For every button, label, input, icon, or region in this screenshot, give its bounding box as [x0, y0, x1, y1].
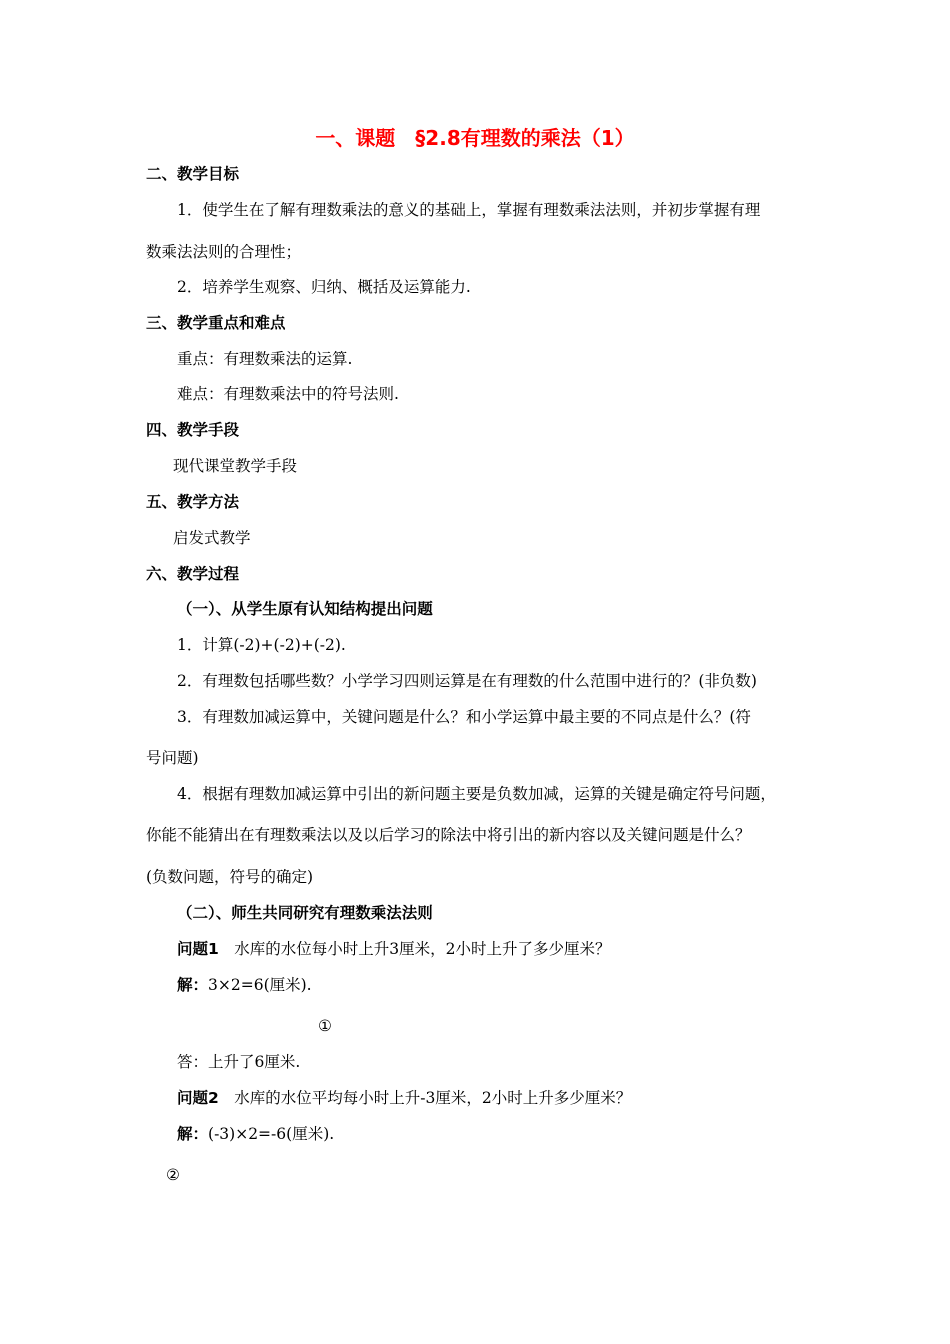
- question-4-line-1: 4．根据有理数加减运算中引出的新问题主要是负数加减，运算的关键是确定符号问题，: [177, 785, 776, 803]
- problem-2: [177, 1087, 631, 1109]
- problem-1-text: 水库的水位每小时上升3厘米，2小时上升了多少厘米？: [218, 940, 611, 958]
- goal-1-line-2: 数乘法法则的合理性；: [146, 243, 302, 261]
- question-3-line-1: 3．有理数加减运算中，关键问题是什么？和小学运算中最主要的不同点是什么？(符: [177, 708, 751, 726]
- problem-2-text: 水库的水位平均每小时上升-3厘米，2小时上升多少厘米？: [218, 1089, 632, 1107]
- heading-teaching-goals: 二、教学目标: [146, 165, 240, 183]
- subheading-1: （一）、从学生原有认知结构提出问题: [177, 600, 433, 618]
- key-point: 重点：有理数乘法的运算.: [177, 350, 353, 368]
- question-2: 2．有理数包括哪些数？小学学习四则运算是在有理数的什么范围中进行的？(非负数): [177, 672, 757, 690]
- heading-key-points: 三、教学重点和难点: [146, 314, 286, 332]
- solution-1-text: 3×2=6(厘米).: [208, 976, 312, 994]
- goal-1-line-1: 1．使学生在了解有理数乘法的意义的基础上，掌握有理数乘法法则，并初步掌握有理: [177, 201, 761, 219]
- question-3-line-2: 号问题): [146, 749, 199, 767]
- problem-2-label: 问题2: [177, 1089, 219, 1107]
- equation-mark-1: ①: [318, 1017, 332, 1035]
- teaching-method-text: 启发式教学: [173, 529, 251, 547]
- lesson-title: 一、课题 §2.8有理数的乘法（1）: [315, 126, 635, 150]
- solution-2: [177, 1123, 334, 1145]
- heading-teaching-means: 四、教学手段: [146, 421, 240, 439]
- heading-teaching-process: 六、教学过程: [146, 565, 240, 583]
- solution-1: [177, 974, 312, 996]
- problem-1: [177, 938, 611, 960]
- question-1: 1．计算(-2)+(-2)+(-2).: [177, 636, 346, 654]
- solution-1-label: 解：: [177, 976, 209, 994]
- teaching-means-text: 现代课堂教学手段: [173, 457, 298, 475]
- solution-2-label: 解：: [177, 1125, 209, 1143]
- question-4-line-3: (负数问题，符号的确定): [146, 868, 314, 886]
- question-4-line-2: 你能不能猜出在有理数乘法以及以后学习的除法中将引出的新内容以及关键问题是什么？: [146, 826, 751, 844]
- equation-mark-2: ②: [166, 1166, 180, 1184]
- problem-1-label: 问题1: [177, 940, 219, 958]
- difficult-point: 难点：有理数乘法中的符号法则.: [177, 385, 399, 403]
- goal-2: 2．培养学生观察、归纳、概括及运算能力.: [177, 278, 471, 296]
- answer-1: 答：上升了6厘米.: [177, 1053, 301, 1071]
- solution-2-text: (-3)×2=-6(厘米).: [208, 1125, 335, 1143]
- subheading-2: （二）、师生共同研究有理数乘法法则: [177, 904, 433, 922]
- heading-teaching-method: 五、教学方法: [146, 493, 240, 511]
